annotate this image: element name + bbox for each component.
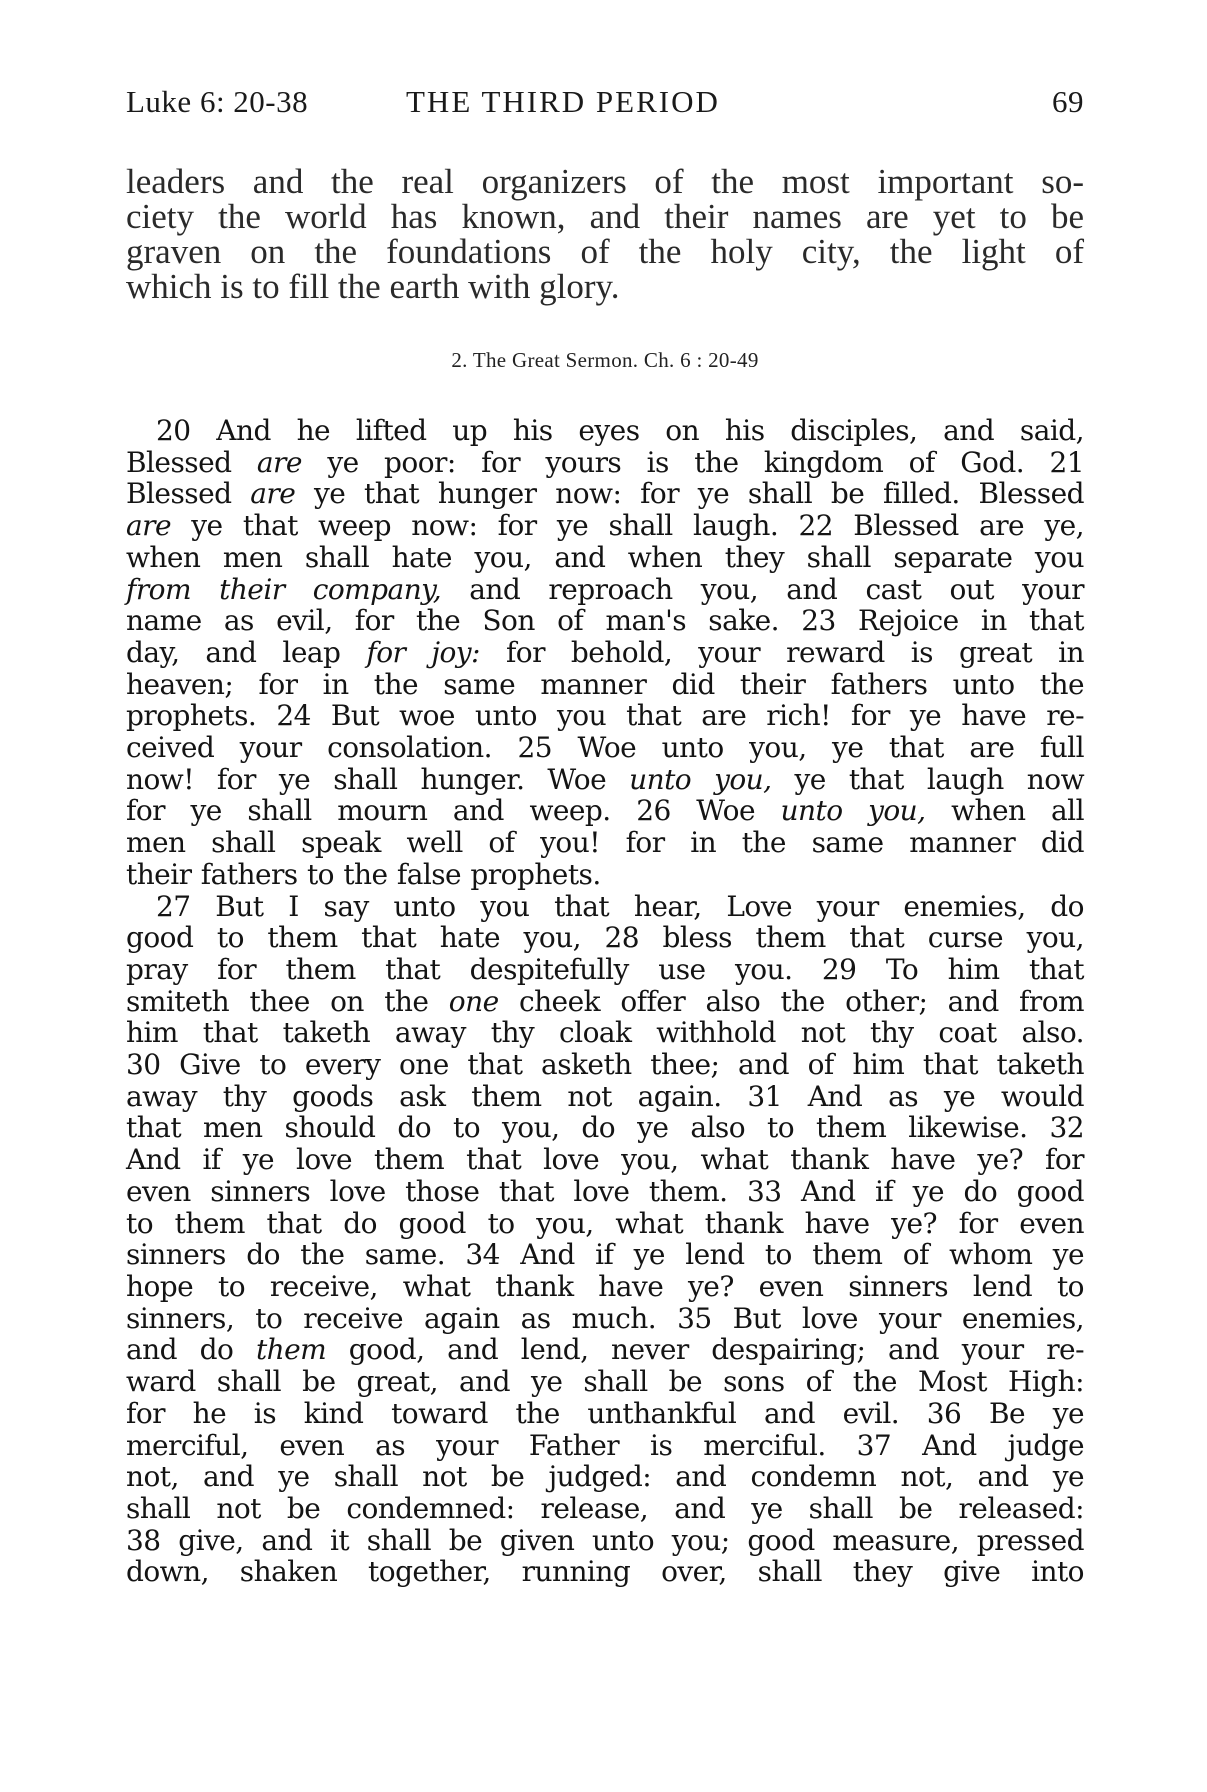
scripture-line [126,1525,1084,1557]
text-run: ye poor: for yours is the kingdom of God. 21 [301,445,1084,479]
scripture-line [126,922,1084,954]
scripture-line [126,1112,1084,1144]
scripture-line [126,859,1084,891]
text-run: and reproach you, and cast out your [441,572,1084,606]
scripture-line [126,605,1084,637]
scripture-line [126,1430,1084,1462]
scripture-line [126,891,1084,923]
text-run: shall not be condemned: release, and ye shall be released: [126,1491,1084,1525]
scripture-line [126,700,1084,732]
text-run: ye that hunger now: for ye shall be filled. Blessed [295,477,1085,511]
scripture-line [126,1493,1084,1525]
text-run: And if ye love them that love you, what thank have ye? for [126,1143,1084,1177]
scripture-line [126,478,1084,510]
text-run: Blessed [126,477,251,511]
scripture-line [126,669,1084,701]
text-run: day, and leap [126,635,367,669]
book-page [126,84,1084,1588]
text-run: name as evil, for the Son of man's sake. 23 Rejoice in that [126,604,1084,638]
period-title: THE THIRD PERIOD [406,84,720,119]
text-run: their fathers to the false prophets. [126,857,601,891]
scripture-line [126,574,1084,606]
scripture-line [126,827,1084,859]
text-run: pray for them that despitefully use you. 29 To him that [126,952,1084,986]
lead-line: which is to fill the earth with glory. [126,267,620,306]
scripture-line [126,1017,1084,1049]
scripture-line [126,764,1084,796]
scripture-line [126,1144,1084,1176]
italic-phrase: are [126,509,171,543]
italic-phrase: unto you, [780,794,926,828]
scripture-line [126,795,1084,827]
text-run: ward shall be great, and ye shall be sons of the Most High: [126,1365,1084,1399]
italic-phrase: unto you, [629,762,772,796]
italic-phrase: one [448,984,499,1018]
text-run: good, and lend, never despairing; and your re- [326,1333,1084,1367]
text-run: prophets. 24 But woe unto you that are rich! for ye have re- [126,699,1084,733]
text-run: men shall speak well of you! for in the same manner did [126,826,1084,860]
scripture-line [126,986,1084,1018]
text-run: even sinners love those that love them. 33 And if ye do good [126,1174,1084,1208]
running-head [126,84,1084,130]
text-run: ceived your consolation. 25 Woe unto you, ye that are full [126,731,1084,765]
text-run: away thy goods ask them not again. 31 And as ye would [126,1079,1084,1113]
text-run: 27 But I say unto you that hear, Love your enemies, do [156,889,1084,923]
text-run: ye that laugh now [771,762,1084,796]
scripture-line [126,637,1084,669]
text-run: and do [126,1333,256,1367]
scripture-line [126,1081,1084,1113]
text-run: hope to receive, what thank have ye? even sinners lend to [126,1269,1084,1303]
text-run: Blessed [126,445,257,479]
scripture-line [126,1176,1084,1208]
text-run: when all [925,794,1084,828]
scripture-line [126,1239,1084,1271]
scripture-line [126,954,1084,986]
text-run: for ye shall mourn and weep. 26 Woe [126,794,781,828]
lead-line: graven on the foundations of the holy city, the light of [126,232,1084,271]
text-run: that men should do to you, do ye also to them likewise. 32 [126,1111,1084,1145]
scripture-text [126,415,1084,1588]
scripture-line [126,1334,1084,1366]
scripture-line [126,415,1084,447]
scripture-line [126,447,1084,479]
text-run: smiteth thee on the [126,984,449,1018]
italic-phrase: them [255,1333,327,1367]
scripture-line [126,510,1084,542]
scripture-line [126,1271,1084,1303]
lead-line: leaders and the real organizers of the most important so- [126,162,1084,201]
text-run: sinners do the same. 34 And if ye lend to them of whom ye [126,1238,1084,1272]
italic-phrase: are [256,445,302,479]
scripture-line [126,732,1084,764]
text-run: for he is kind toward the unthankful and evil. 36 Be ye [126,1396,1084,1430]
text-run: when men shall hate you, and when they shall separate you [126,540,1084,574]
text-run: down, shaken together, running over, shall they give into [126,1555,1084,1589]
scripture-line [126,1208,1084,1240]
lead-line: ciety the world has known, and their names are yet to be [126,197,1084,236]
scripture-line [126,1461,1084,1493]
text-run: 20 And he lifted up his eyes on his disciples, and said, [156,414,1084,447]
scripture-line [126,1556,1084,1588]
scripture-line [126,542,1084,574]
text-run: him that taketh away thy cloak withhold not thy coat also. [126,1016,1084,1050]
text-run: good to them that hate you, 28 bless them that curse you, [126,921,1084,955]
text-run: 30 Give to every one that asketh thee; and of him that taketh [126,1048,1084,1082]
italic-phrase: from their company, [126,572,442,606]
italic-phrase: are [250,477,296,511]
page-number: 69 [1052,84,1084,119]
lead-paragraph [126,164,1084,304]
text-run: to them that do good to you, what thank have ye? for even [126,1206,1084,1240]
text-run: sinners, to receive again as much. 35 But love your enemies, [126,1301,1084,1335]
text-run: merciful, even as your Father is merciful. 37 And judge [126,1428,1084,1462]
text-run: now! for ye shall hunger. Woe [126,762,630,796]
scripture-line [126,1366,1084,1398]
scripture-line [126,1049,1084,1081]
scripture-line [126,1398,1084,1430]
text-run: cheek offer also the other; and from [498,984,1084,1018]
text-run: ye that weep now: for ye shall laugh. 22 Blessed are ye, [171,509,1084,543]
scripture-line [126,1303,1084,1335]
chapter-reference: Luke 6: 20-38 [126,84,309,119]
section-heading: 2. The Great Sermon. Ch. 6 : 20-49 [451,348,759,372]
text-run: for behold, your reward is great in [479,635,1084,669]
text-run: heaven; for in the same manner did their fathers unto the [126,667,1084,701]
italic-phrase: for joy: [366,635,480,669]
text-run: not, and ye shall not be judged: and condemn not, and ye [126,1460,1084,1494]
text-run: 38 give, and it shall be given unto you; good measure, pressed [126,1523,1084,1557]
